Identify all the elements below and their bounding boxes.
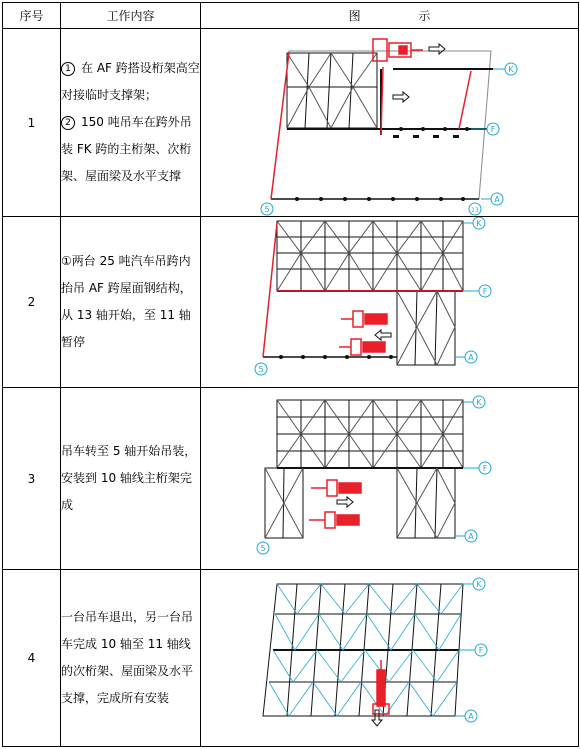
step-number: 4 xyxy=(3,570,61,747)
marker-circle: 1 xyxy=(61,62,75,76)
axis-label-k: K xyxy=(508,65,514,74)
figure-cell xyxy=(201,570,579,747)
step-item-text: ①两台 25 吨汽车吊跨内抬吊 AF 跨屋面钢结构，从 13 轴开始，至 11 轴暂停 xyxy=(61,254,192,349)
axis-label-5: 5 xyxy=(260,544,266,553)
header-content: 工作内容 xyxy=(61,3,201,29)
header-figure-b: 示 xyxy=(418,9,431,23)
step-item-text: 150 吨吊车在跨外吊装 FK 跨的主桁架、次桁架、屋面梁及水平支撑 xyxy=(61,115,192,183)
step-row-4 xyxy=(3,570,579,747)
step-description xyxy=(61,29,201,217)
step-4-diagram xyxy=(201,570,579,746)
step-description xyxy=(61,388,201,570)
step-1-diagram xyxy=(201,29,579,216)
axis-label-5: 5 xyxy=(258,365,264,374)
header-figure xyxy=(201,3,579,29)
crane-150t xyxy=(373,39,423,61)
step-item xyxy=(61,109,200,190)
marker-circle: 2 xyxy=(61,116,75,130)
axis-label-f: F xyxy=(482,464,488,473)
axis-label-a: A xyxy=(468,353,474,362)
step-3-diagram xyxy=(201,388,579,569)
axis-label-a: A xyxy=(468,712,474,721)
axis-label-13: 13 xyxy=(471,207,479,214)
step-row-2 xyxy=(3,217,579,388)
axis-label-f: F xyxy=(478,646,484,655)
crane-25t-b xyxy=(339,339,385,355)
axis-label-f: F xyxy=(482,287,488,296)
step-item-text: 一台吊车退出，另一台吊车完成 10 轴至 11 轴线的次桁架、屋面梁及水平支撑，完成所有安装 xyxy=(61,610,194,705)
header-row xyxy=(3,3,579,29)
column-markers xyxy=(295,127,469,201)
step-number: 3 xyxy=(3,388,61,570)
step-number: 2 xyxy=(3,217,61,388)
crane-25t-b xyxy=(309,512,359,528)
arrow-right-icon xyxy=(337,497,353,507)
figure-cell xyxy=(201,29,579,217)
construction-steps-table xyxy=(2,2,579,747)
step-number: 1 xyxy=(3,29,61,217)
step-2-diagram xyxy=(201,217,579,387)
step-description xyxy=(61,217,201,388)
crane-25t-a xyxy=(311,480,361,496)
axis-label-a: A xyxy=(468,532,474,541)
step-item-text: 在 AF 跨搭设桁架高空对接临时支撑架； xyxy=(61,61,200,102)
arrow-left-icon xyxy=(375,330,391,340)
step-item-text: 吊车转至 5 轴开始吊装，安装到 10 轴线主桁架完成 xyxy=(61,444,197,512)
axis-label-k: K xyxy=(476,219,482,228)
axis-label-k: K xyxy=(476,580,482,589)
axis-label-f: F xyxy=(490,125,496,134)
axis-label-5: 5 xyxy=(264,205,270,214)
step-row-3 xyxy=(3,388,579,570)
header-figure-a: 图 xyxy=(348,9,361,23)
step-row-1 xyxy=(3,29,579,217)
figure-cell xyxy=(201,388,579,570)
truss-block xyxy=(287,53,377,128)
header-seq: 序号 xyxy=(3,3,61,29)
axis-callouts xyxy=(261,63,517,215)
step-item xyxy=(61,55,200,109)
axis-label-k: K xyxy=(476,398,482,407)
axis-label-a: A xyxy=(494,195,500,204)
step-description xyxy=(61,570,201,747)
crane-25t-a xyxy=(341,311,387,327)
figure-cell xyxy=(201,217,579,388)
